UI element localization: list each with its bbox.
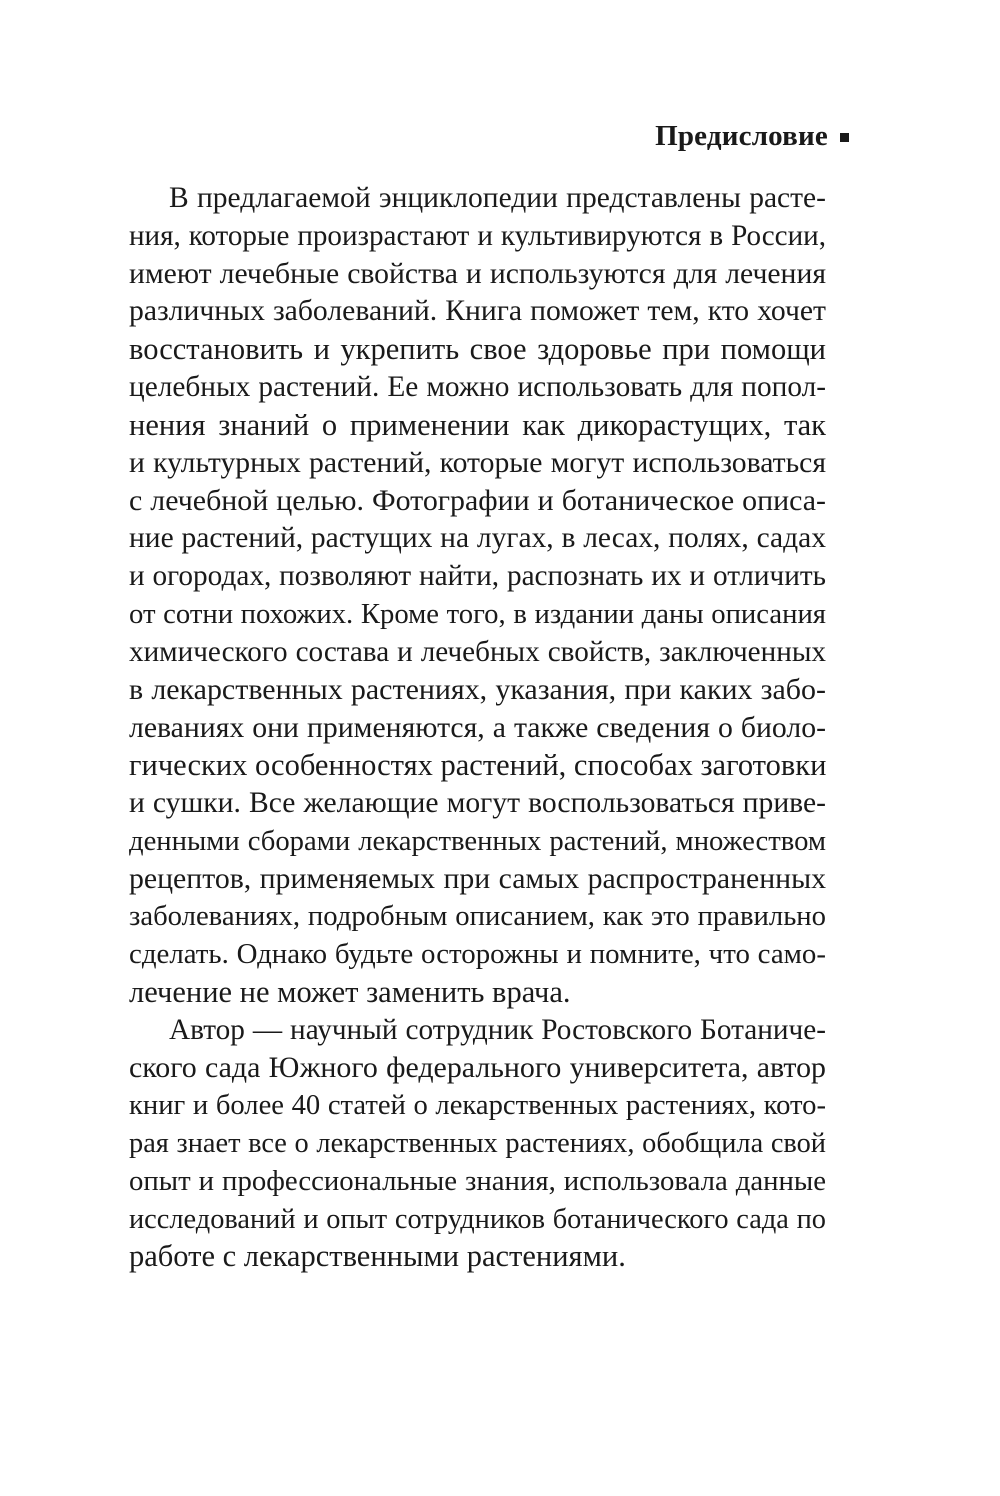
text-line: имеют лечебные свойства и используются для лечения bbox=[129, 257, 826, 290]
body-text bbox=[129, 180, 826, 1276]
text-line: в лекарственных растениях, указания, при каких забо- bbox=[129, 673, 826, 707]
running-head-marker bbox=[840, 133, 849, 142]
text-line: и огородах, позволяют найти, распознать их и отличить bbox=[129, 559, 826, 592]
text-line: денными сборами лекарственных растений, множеством bbox=[129, 824, 826, 857]
text-line: химического состава и лечебных свойств, заключенных bbox=[129, 635, 826, 668]
text-line: гических особенностях растений, способах заготовки bbox=[129, 747, 827, 782]
text-line: целебных растений. Ее можно использовать для попол- bbox=[129, 370, 826, 403]
text-line: лечение не может заменить врача. bbox=[129, 974, 571, 1009]
text-line: от сотни похожих. Кроме того, в издании даны описания bbox=[129, 597, 826, 630]
text-line: различных заболеваний. Книга поможет тем, кто хочет bbox=[129, 295, 826, 328]
text-line: ние растений, растущих на лугах, в лесах, полях, садах bbox=[129, 522, 826, 555]
text-line: Автор — научный сотрудник Ростовского Ботаниче- bbox=[169, 1013, 826, 1046]
text-line: сделать. Однако будьте осторожны и помните, что само- bbox=[129, 937, 826, 970]
text-line: леваниях они применяются, а также сведения о биоло- bbox=[129, 711, 826, 745]
text-line: ния, которые произрастают и культивируются в России, bbox=[129, 219, 826, 252]
text-line: нения знаний о применении как дикорастущих, так bbox=[129, 407, 826, 442]
text-line: рая знает все о лекарственных растениях, обобщила свой bbox=[129, 1127, 826, 1159]
text-line: с лечебной целью. Фотографии и ботаническое описа- bbox=[129, 484, 826, 518]
text-line: ского сада Южного федерального университета, автор bbox=[129, 1051, 826, 1085]
text-line: рецептов, применяемых при самых распространенных bbox=[129, 862, 826, 896]
text-line: исследований и опыт сотрудников ботанического сада по bbox=[129, 1203, 826, 1235]
text-line: и сушки. Все желающие могут воспользоваться приве- bbox=[129, 786, 826, 819]
running-head-title: Предисловие bbox=[655, 120, 828, 152]
text-line: опыт и профессиональные знания, использовала данные bbox=[129, 1164, 826, 1197]
text-line: заболеваниях, подробным описанием, как это правильно bbox=[129, 900, 826, 933]
text-line: работе с лекарственными растениями. bbox=[129, 1239, 626, 1274]
paragraph-author bbox=[129, 1012, 826, 1277]
paragraph-intro bbox=[129, 180, 826, 1012]
text-line: и культурных растений, которые могут использоваться bbox=[129, 446, 826, 479]
text-line: книг и более 40 статей о лекарственных растениях, кото- bbox=[129, 1089, 826, 1122]
text-line: восстановить и укрепить свое здоровье при помощи bbox=[129, 332, 826, 367]
text-line: В предлагаемой энциклопедии представлены расте- bbox=[169, 182, 826, 214]
